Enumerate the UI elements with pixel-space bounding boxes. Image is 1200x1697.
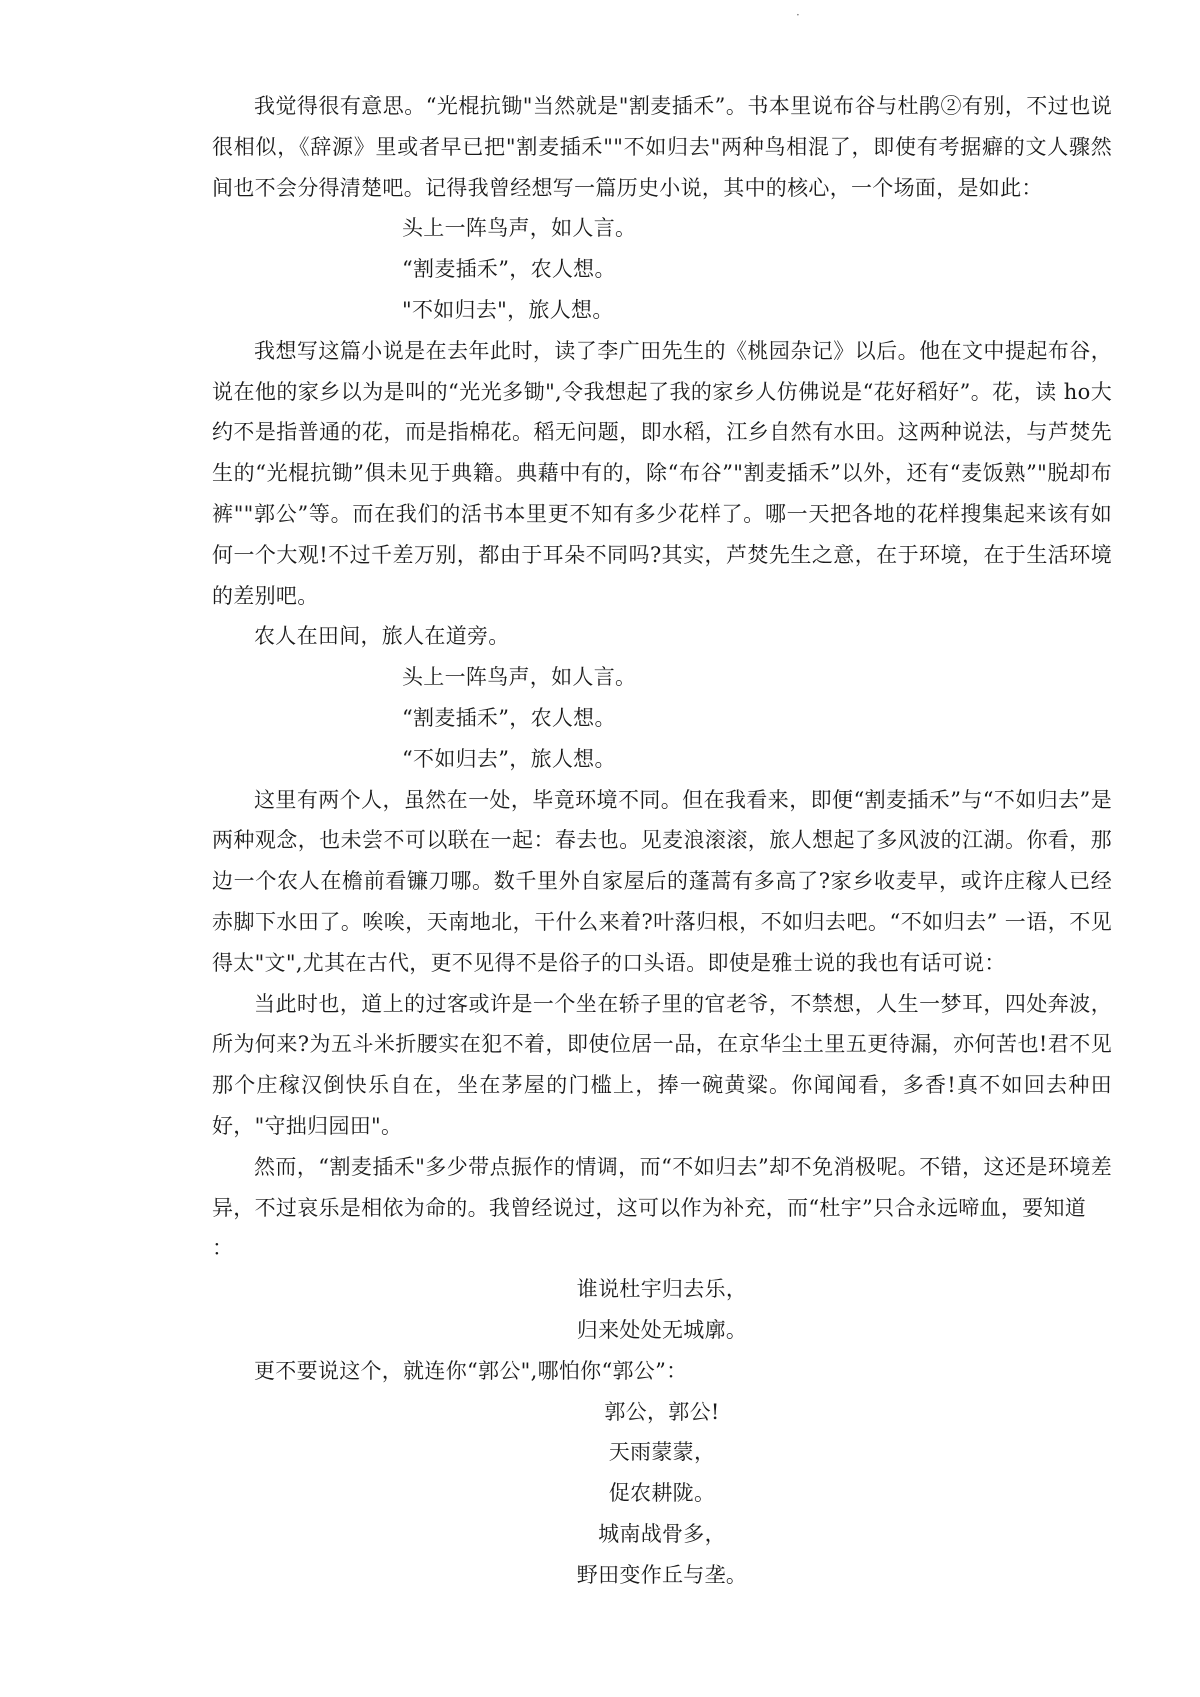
verse-line: “割麦插禾”，农人想。 bbox=[402, 257, 616, 282]
verse-line: 头上一阵鸟声，如人言。 bbox=[402, 216, 637, 241]
verse-line: "不如归去"，旅人想。 bbox=[402, 297, 614, 322]
verse-line: 郭公，郭公! bbox=[604, 1399, 720, 1424]
paragraph-4: 这里有两个人，虽然在一处，毕竟环境不同。但在我看来，即便“割麦插禾”与“不如归去”是两种观念，也未尝不可以联在一起：春去也。见麦浪滚滚，旅人想起了多风波的江湖。你看，那边一个农人在檐前看镰刀哪。数千里外自家屋后的蓬蒿有多高了?家乡收麦早，或许庄稼人已经赤脚下水田了。唉唉，天南地北，干什么来着?叶落归根，不如归去吧。“不如归去” 一语，不见得太"文",尤其在古代，更不见得不是俗子的口头语。即使是雅士说的我也有话可说： bbox=[212, 787, 1112, 975]
verse-line: 归来处处无城廓。 bbox=[576, 1317, 748, 1342]
verse-line: 头上一阵鸟声，如人言。 bbox=[402, 665, 637, 690]
verse-block-3 bbox=[212, 1269, 1112, 1351]
verse-line: 天雨蒙蒙， bbox=[608, 1440, 716, 1465]
paragraph-7: 更不要说这个，就连你“郭公",哪怕你“郭公”： bbox=[254, 1358, 688, 1383]
verse-block-1 bbox=[212, 208, 1112, 330]
verse-line: 野田变作丘与垄。 bbox=[576, 1562, 748, 1587]
paragraph-6: 然而，“割麦插禾"多少带点振作的情调，而“不如归去”却不免消极呢。不错，这还是环境差异，不过哀乐是相依为命的。我曾经说过，这可以作为补充，而“杜宇”只合永远啼血，要知道 ： bbox=[212, 1154, 1112, 1261]
paragraph-1: 我觉得很有意思。“光棍抗锄"当然就是"割麦插禾”。书本里说布谷与杜鹃②有别，不过也说很相似，《辞源》里或者早已把"割麦插禾""不如归去"两种鸟相混了，即使有考据癖的文人骤然间也不会分得清楚吧。记得我曾经想写一篇历史小说，其中的核心，一个场面，是如此： bbox=[212, 94, 1112, 200]
verse-line: 城南战骨多， bbox=[598, 1521, 726, 1546]
verse-block-2 bbox=[212, 657, 1112, 779]
verse-line: 促农耕陇。 bbox=[608, 1481, 716, 1506]
verse-line: “不如归去”，旅人想。 bbox=[402, 746, 616, 771]
paragraph-3: 农人在田间，旅人在道旁。 bbox=[254, 624, 510, 649]
page-mark: · bbox=[796, 8, 800, 22]
essay-body bbox=[212, 86, 1112, 1595]
paragraph-2: 我想写这篇小说是在去年此时，读了李广田先生的《桃园杂记》以后。他在文中提起布谷，说在他的家乡以为是叫的“光光多锄",令我想起了我的家乡人仿佛说是“花好稻好”。花，读 ho大约不是指普通的花，而是指棉花。稻无问题，即水稻，江乡自然有水田。这两种说法，与芦焚先生的“光棍抗锄”俱未见于典籍。典藉中有的，除“布谷”"割麦插禾”以外，还有“麦饭熟”"脱却布裤""郭公”等。而在我们的活书本里更不知有多少花样了。哪一天把各地的花样搜集起来该有如何一个大观!不过千差万别，都由于耳朵不同吗?其实，芦焚先生之意，在于环境，在于生活环境的差别吧。 bbox=[212, 338, 1112, 608]
paragraph-5: 当此时也，道上的过客或许是一个坐在轿子里的官老爷，不禁想，人生一梦耳，四处奔波，所为何来?为五斗米折腰实在犯不着，即使位居一品，在京华尘土里五更待漏，亦何苦也!君不见那个庄稼汉倒快乐自在，坐在茅屋的门槛上，捧一碗黄粱。你闻闻看，多香!真不如回去种田好，"守拙归园田"。 bbox=[212, 991, 1112, 1138]
verse-line: “割麦插禾”，农人想。 bbox=[402, 705, 616, 730]
verse-line: 谁说杜宇归去乐， bbox=[576, 1277, 748, 1302]
verse-block-4 bbox=[212, 1392, 1112, 1596]
